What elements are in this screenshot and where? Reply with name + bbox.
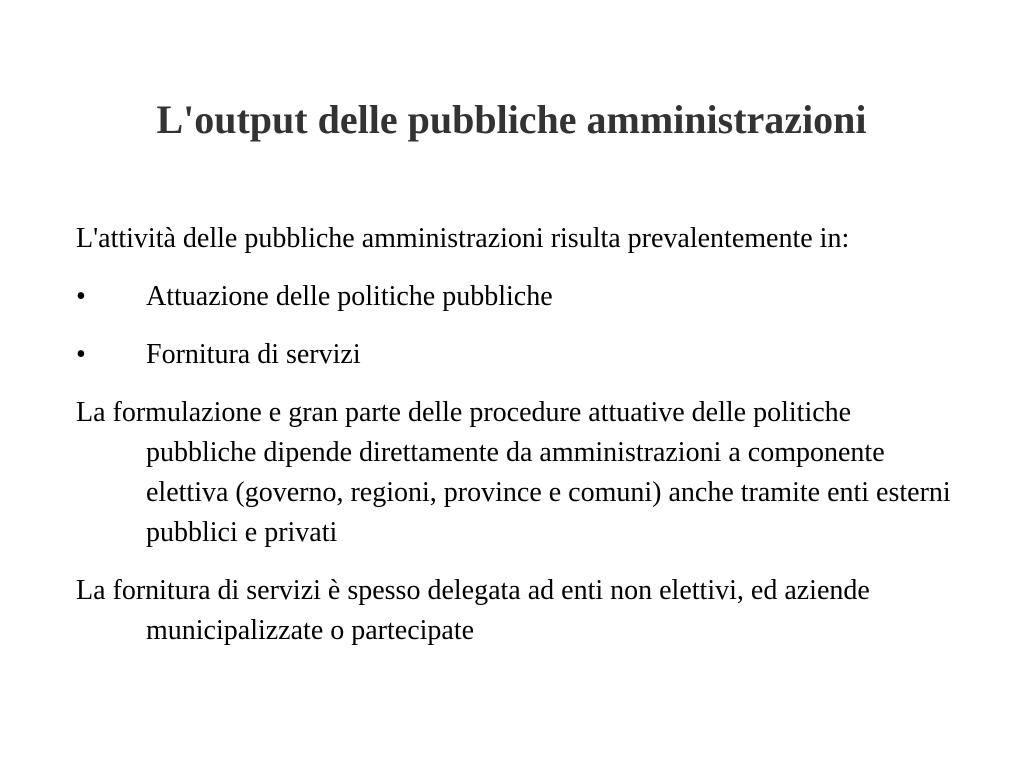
bullet-text: Attuazione delle politiche pubbliche — [146, 281, 553, 312]
bullet-marker: • — [76, 339, 86, 370]
bullet-item-fornitura — [76, 335, 956, 375]
formulazione-paragraph: La formulazione e gran parte delle procedure attuative delle politiche pubbliche dipende direttamente da amministrazioni a componente elettiva (governo, regioni, province e comuni) anche tramite enti esterni pubblici e privati — [76, 397, 951, 548]
slide-title: L'output delle pubbliche amministrazioni — [156, 97, 867, 142]
bullet-text: Fornitura di servizi — [146, 339, 361, 370]
intro-paragraph: L'attività delle pubbliche amministrazioni risulta prevalentemente in: — [76, 223, 850, 254]
slide-body — [76, 219, 956, 669]
bullet-marker: • — [76, 281, 86, 312]
fornitura-paragraph: La fornitura di servizi è spesso delegata ad enti non elettivi, ed aziende municipalizzate o partecipate — [76, 575, 870, 646]
bullet-item-attuazione — [76, 277, 956, 317]
